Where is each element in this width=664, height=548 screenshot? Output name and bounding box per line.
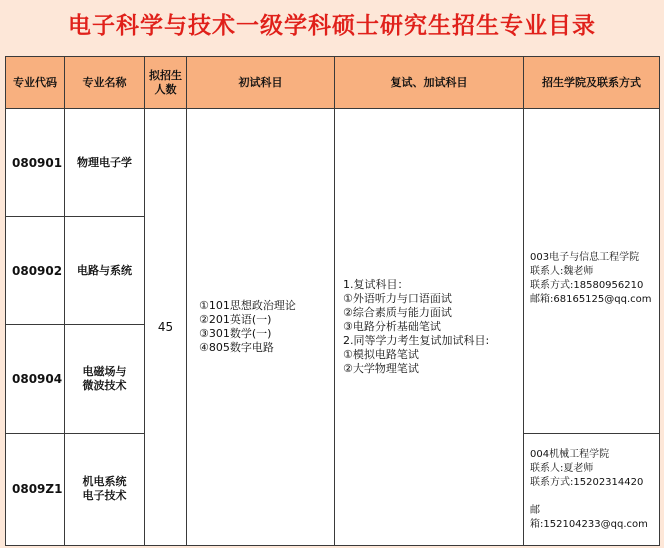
contact-email: 邮箱:152104233@qq.com bbox=[530, 504, 648, 530]
program-name bbox=[65, 217, 145, 325]
exam-subjects-cell bbox=[187, 109, 335, 546]
contact-cell bbox=[524, 109, 660, 546]
contact-phone: 联系方式:15202314420 bbox=[530, 476, 644, 488]
exam-subject: ③301数学(一) bbox=[199, 327, 272, 340]
header-name: 专业名称 bbox=[65, 57, 145, 109]
exam-subject: ①101思想政治理论 bbox=[199, 299, 296, 312]
header-exam: 初试科目 bbox=[187, 57, 335, 109]
header-retest: 复试、加试科目 bbox=[335, 57, 524, 109]
program-name-line1: 电路与系统 bbox=[77, 263, 132, 277]
program-name bbox=[65, 109, 145, 217]
header-contact: 招生学院及联系方式 bbox=[524, 57, 660, 109]
header-quota-line1: 拟招生 bbox=[149, 68, 182, 82]
retest-item: 1.复试科目： bbox=[343, 278, 409, 291]
retest-item: ①外语听力与口语面试 bbox=[343, 292, 452, 305]
retest-item: ②综合素质与能力面试 bbox=[343, 306, 452, 319]
table-header-row bbox=[6, 57, 660, 109]
contact-spacer bbox=[530, 490, 653, 504]
contact-person: 联系人:夏老师 bbox=[530, 462, 594, 474]
exam-subject: ②201英语(一) bbox=[199, 313, 272, 326]
retest-item: ②大学物理笔试 bbox=[343, 362, 419, 375]
contact-block-mechanical bbox=[524, 433, 659, 545]
contact-college: 004机械工程学院 bbox=[530, 448, 610, 460]
table-row bbox=[6, 109, 660, 217]
program-name-line1: 电磁场与 bbox=[82, 365, 127, 379]
program-code: 080901 bbox=[6, 109, 65, 217]
contact-block-electronics bbox=[524, 109, 659, 433]
program-name-line1: 机电系统 bbox=[82, 475, 127, 489]
retest-item: ③电路分析基础笔试 bbox=[343, 320, 441, 333]
page-title: 电子科学与技术一级学科硕士研究生招生专业目录 bbox=[68, 13, 596, 39]
retest-subjects-cell bbox=[335, 109, 524, 546]
program-table bbox=[5, 56, 660, 546]
program-name-line1: 物理电子学 bbox=[77, 155, 132, 169]
retest-item: 2.同等学力考生复试加试科目: bbox=[343, 334, 490, 347]
contact-phone: 联系方式:18580956210 bbox=[530, 280, 644, 291]
program-name-line2: 电子技术 bbox=[82, 489, 127, 503]
program-name-line2: 微波技术 bbox=[82, 379, 127, 393]
retest-item: ①模拟电路笔试 bbox=[343, 348, 419, 361]
contact-wrap bbox=[524, 109, 659, 545]
program-code: 080904 bbox=[6, 325, 65, 433]
program-code: 0809Z1 bbox=[6, 433, 65, 545]
header-quota-line2: 人数 bbox=[154, 82, 177, 96]
header-code: 专业代码 bbox=[6, 57, 65, 109]
header-quota bbox=[145, 57, 187, 109]
contact-email: 邮箱:68165125@qq.com bbox=[530, 294, 652, 305]
contact-person: 联系人:魏老师 bbox=[530, 266, 594, 277]
program-code: 080902 bbox=[6, 217, 65, 325]
quota-cell: 45 bbox=[145, 109, 187, 546]
contact-college: 003电子与信息工程学院 bbox=[530, 252, 640, 263]
exam-subject: ④805数字电路 bbox=[199, 341, 274, 354]
program-name bbox=[65, 325, 145, 433]
program-name bbox=[65, 433, 145, 545]
